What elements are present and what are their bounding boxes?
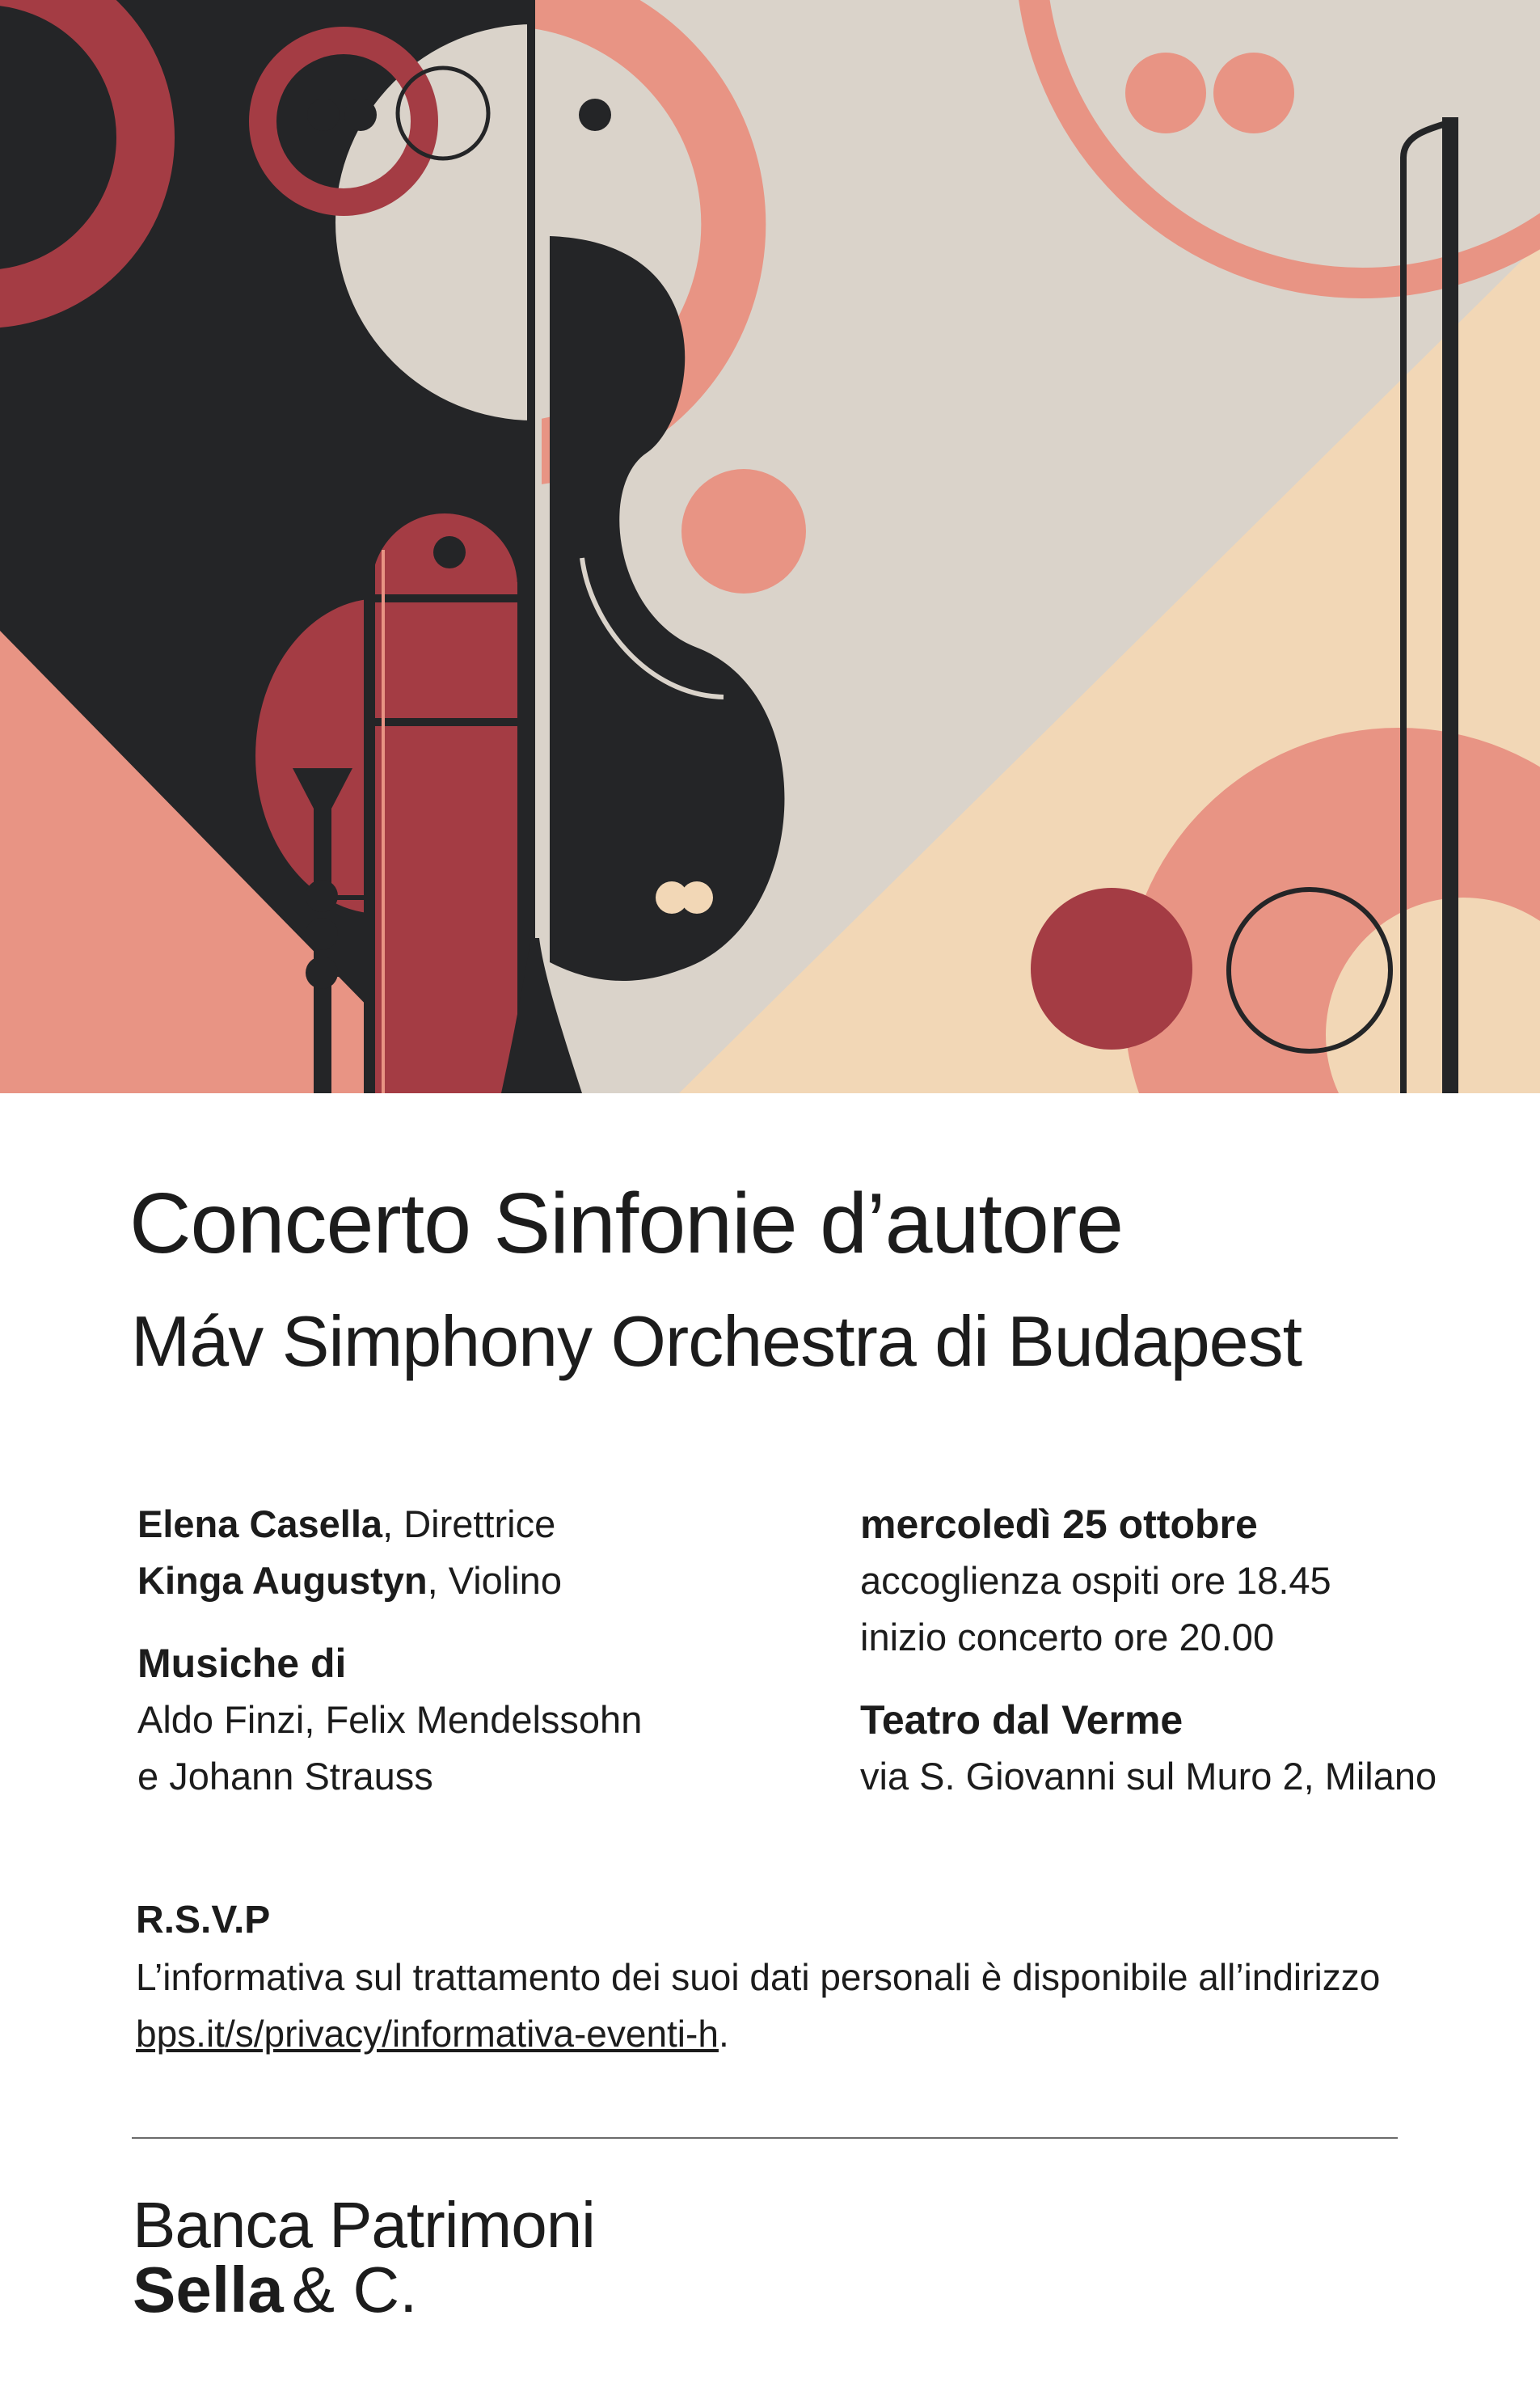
privacy-text: L’informativa sul trattamento dei suoi dati personali è disponibile all’indirizzo xyxy=(136,1956,1381,1998)
hero-illustration xyxy=(0,0,1540,1093)
page-title: Concerto Sinfonie d’autore xyxy=(129,1176,1124,1271)
privacy-link[interactable]: bps.it/s/privacy/informativa-eventi-h xyxy=(136,2013,719,2055)
brand-suffix: & C. xyxy=(291,2254,418,2326)
bow-stick xyxy=(1442,117,1458,1093)
privacy-link-line xyxy=(136,2005,1380,2062)
violin-neck-light xyxy=(535,243,542,970)
rsvp-heading: R.S.V.P xyxy=(136,1899,271,1941)
brand-logo xyxy=(133,2189,595,2326)
privacy-link-period: . xyxy=(718,2013,729,2055)
brand-line-1: Banca Patrimoni xyxy=(133,2189,595,2261)
cream-dot xyxy=(681,881,713,914)
crimson-circle-bottom xyxy=(1031,888,1192,1050)
dot xyxy=(307,99,340,131)
performer-role: , Direttrice xyxy=(382,1502,556,1545)
performers-column xyxy=(137,1496,642,1805)
event-date: mercoledì 25 ottobre xyxy=(860,1502,1258,1547)
rsvp-section xyxy=(136,1892,1380,2062)
event-start-time: inizio concerto ore 20.00 xyxy=(860,1616,1275,1658)
event-welcome-time: accoglienza ospiti ore 18.45 xyxy=(860,1559,1331,1602)
dot xyxy=(579,99,611,131)
divider xyxy=(132,2137,1398,2139)
performer-line xyxy=(137,1496,642,1553)
salmon-dot xyxy=(1125,53,1206,133)
performer-line xyxy=(137,1553,642,1609)
event-address: via S. Giovanni sul Muro 2, Milano xyxy=(860,1755,1437,1798)
event-column xyxy=(860,1496,1437,1805)
salmon-circle-middle xyxy=(681,469,806,594)
trumpet-valve xyxy=(306,918,338,950)
brand-line-2 xyxy=(133,2254,595,2326)
salmon-dot xyxy=(1213,53,1294,133)
music-composers: e Johann Strauss xyxy=(137,1755,433,1798)
dot xyxy=(344,99,377,131)
music-heading: Musiche di xyxy=(137,1641,347,1686)
brand-name: Sella xyxy=(133,2254,284,2326)
event-venue: Teatro dal Verme xyxy=(860,1697,1183,1743)
violin-neck xyxy=(527,0,535,1093)
performer-name: Elena Casella xyxy=(137,1502,383,1545)
performer-role: , Violino xyxy=(427,1559,562,1602)
music-composers: Aldo Finzi, Felix Mendelssohn xyxy=(137,1698,643,1741)
performer-name: Kinga Augustyn xyxy=(137,1559,428,1602)
tube-dot xyxy=(433,536,466,568)
page-subtitle: Máv Simphony Orchestra di Budapest xyxy=(131,1301,1302,1381)
